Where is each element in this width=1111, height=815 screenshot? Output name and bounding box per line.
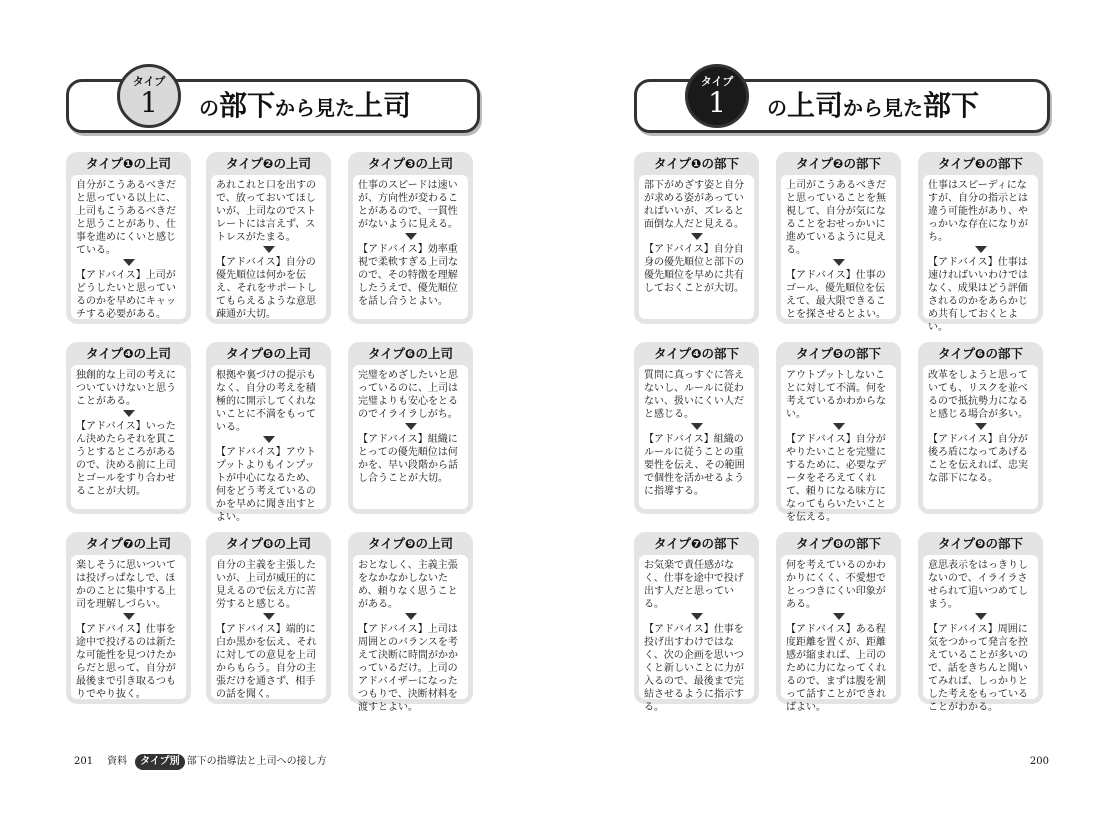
card-title: タイプ❽の部下: [796, 536, 881, 551]
card-text: 根拠や裏づけの提示もなく、自分の考えを積極的に開示してくれないことに不満をもっている。: [216, 370, 316, 433]
card-advice: 【アドバイス】組織のルールに従うことの重要性を伝え、その範囲で個性を活かせるように指導する。: [644, 434, 745, 497]
card-boss-type-7: [66, 532, 191, 704]
card-title: タイプ❺の部下: [796, 346, 881, 361]
card-text: 自分の主義を主張したいが、上司が威圧的に見えるので伝え方に苦労すると感じる。: [216, 560, 316, 610]
card-advice: 【アドバイス】自分が後ろ盾になってあげることを伝えれば、忠実な部下になる。: [928, 434, 1028, 484]
card-advice: 【アドバイス】仕事を途中で投げるのは新たな可能性を見つけたからだと思って、自分が最後まで引き取るつもりでやり抜く。: [76, 624, 176, 700]
right-page-title: [767, 88, 979, 126]
card-text: お気楽で責任感がなく、仕事を途中で投げ出す人だと思っている。: [644, 560, 744, 610]
title-part: の: [767, 96, 787, 120]
arrow-down-icon: [263, 613, 275, 620]
card-advice: 【アドバイス】いったん決めたらそれを貫こうとするところがあるので、決める前に上司とゴールをすり合わせることが大切。: [76, 421, 176, 497]
card-text: 上司がこうあるべきだと思っていることを無視して、自分が気になることをおせっかいに進めているように見える。: [786, 180, 886, 256]
card-text: 完璧をめざしたいと思っているのに、上司は完璧よりも安心をとるのでイライラしがち。: [358, 370, 458, 420]
card-body: [353, 365, 468, 509]
card-body: [923, 365, 1038, 509]
card-advice: 【アドバイス】自分の優先順位は何かを伝え、それをサポートしてもらえるような意思疎通が大切。: [216, 257, 317, 320]
section-tag: タイプ別: [135, 754, 185, 770]
card-advice: 【アドバイス】組織にとっての優先順位は何かを、早い段階から話し合うことが大切。: [358, 434, 458, 484]
badge-number: 1: [708, 86, 726, 119]
section-label: 資料: [107, 756, 128, 767]
title-part: 部下: [923, 89, 980, 122]
page-number: 201: [74, 756, 94, 767]
arrow-down-icon: [123, 259, 135, 266]
card-boss-type-3: [348, 152, 473, 324]
card-title: タイプ❶の部下: [654, 156, 739, 171]
running-head: 部下の指導法と上司への接し方: [186, 756, 327, 767]
card-text: 何を考えているのかわかりにくく、不愛想でとっつきにくい印象がある。: [786, 560, 886, 610]
arrow-down-icon: [405, 613, 417, 620]
arrow-down-icon: [833, 259, 845, 266]
card-advice: 【アドバイス】仕事のゴール、優先順位を伝えて、最大限できることを探させるとよい。: [786, 270, 886, 320]
arrow-down-icon: [691, 423, 703, 430]
badge-number: 1: [140, 86, 158, 119]
card-body: [71, 555, 186, 699]
card-subordinate-type-4: [634, 342, 759, 514]
card-text: 仕事のスピードは速いが、方向性が変わることがあるので、一貫性がないように見える。: [358, 180, 458, 230]
card-advice: 【アドバイス】端的に白か黒かを伝え、それに対しての意見を上司からもらう。自分の主張だけを通さず、相手の話を聞く。: [216, 624, 317, 700]
card-body: [781, 365, 896, 523]
title-part: 上司: [355, 89, 412, 122]
card-text: 部下がめざす姿と自分が求める姿があっていればいいが、ズレると面倒な人だと見える。: [644, 180, 744, 230]
page-number: 200: [1029, 756, 1049, 767]
card-advice: 【アドバイス】周囲に気をつかって発言を控えていることが多いので、話をきちんと聞いてみれば、しっかりとした考えをもっていることがわかる。: [928, 624, 1028, 713]
card-title: タイプ❻の上司: [368, 346, 453, 361]
left-type-badge: [117, 64, 181, 128]
title-part: から見た: [843, 96, 924, 120]
card-subordinate-type-3: [918, 152, 1043, 333]
badge-label: タイプ: [132, 75, 166, 88]
card-advice: 【アドバイス】上司がどうしたいと思っているのかを早めにキャッチする必要がある。: [76, 270, 176, 320]
card-title: タイプ❸の上司: [368, 156, 453, 171]
card-text: あれこれと口を出すので、放っておいてほしいが、上司なのでストレートには言えず、ストレスがたまる。: [216, 180, 316, 243]
card-boss-type-4: [66, 342, 191, 514]
card-advice: 【アドバイス】上司は周囲とのバランスを考えて決断に時間がかかっているだけ。上司のアドバイザーになったつもりで、決断材料を渡すとよい。: [358, 624, 458, 713]
left-footer: [74, 754, 327, 770]
card-text: アウトプットしないことに対して不満。何を考えているかわからない。: [786, 370, 886, 420]
card-body: [71, 365, 186, 509]
right-footer: [1030, 754, 1049, 770]
card-boss-type-2: [206, 152, 331, 324]
card-text: 楽しそうに思いついては投げっぱなしで、ほかのことに集中する上司を理解しづらい。: [76, 560, 176, 610]
arrow-down-icon: [975, 423, 987, 430]
card-text: 質問に真っすぐに答えないし、ルールに従わない、扱いにくい人だと感じる。: [644, 370, 744, 420]
card-body: [781, 555, 896, 713]
title-part: 上司: [787, 89, 844, 122]
badge-label: タイプ: [700, 75, 734, 88]
card-text: 意思表示をはっきりしないので、イライラさせられて追いつめてしまう。: [928, 560, 1028, 610]
card-body: [781, 175, 896, 319]
arrow-down-icon: [975, 613, 987, 620]
card-advice: 【アドバイス】仕事を投げ出すわけではなく、次の企画を思いつくと新しいことに力が入るので、最後まで完結させるように指示する。: [644, 624, 744, 713]
arrow-down-icon: [405, 233, 417, 240]
arrow-down-icon: [263, 436, 275, 443]
arrow-down-icon: [833, 423, 845, 430]
card-subordinate-type-2: [776, 152, 901, 324]
card-advice: 【アドバイス】効率重視で柔軟すぎる上司なので、その特徴を理解したうえで、優先順位を話し合うとよい。: [358, 244, 458, 307]
arrow-down-icon: [975, 246, 987, 253]
card-text: おとなしく、主義主張をなかなかしないため、頼りなく思うことがある。: [358, 560, 458, 610]
right-type-badge: [685, 64, 749, 128]
card-body: [211, 175, 326, 319]
card-advice: 【アドバイス】自分がやりたいことを完璧にするために、必要なデータをそろえてくれて、頼りになる味方になってもらいたいことを伝える。: [786, 434, 886, 523]
right-title-box: [634, 75, 1050, 133]
card-subordinate-type-8: [776, 532, 901, 713]
card-title: タイプ❷の部下: [796, 156, 881, 171]
card-advice: 【アドバイス】アウトプットよりもインプットが中心になるため、何をどう考えているのかを早めに聞き出すとよい。: [216, 447, 316, 523]
title-part: の: [199, 96, 219, 120]
card-subordinate-type-5: [776, 342, 901, 523]
title-part: から見た: [275, 96, 356, 120]
card-title: タイプ❾の上司: [368, 536, 453, 551]
card-title: タイプ❷の上司: [226, 156, 311, 171]
card-subordinate-type-7: [634, 532, 759, 713]
card-text: 改革をしようと思っていても、リスクを並べるので抵抗勢力になると感じる場合が多い。: [928, 370, 1028, 420]
card-body: [923, 555, 1038, 713]
left-title-box: [66, 75, 480, 133]
left-page: [0, 0, 555, 815]
card-body: [639, 365, 754, 509]
card-body: [639, 175, 754, 319]
card-text: 仕事はスピーディになすが、自分の指示とは違う可能性があり、やっかいな存在になりがち。: [928, 180, 1028, 243]
arrow-down-icon: [691, 613, 703, 620]
card-boss-type-6: [348, 342, 473, 514]
card-title: タイプ❼の部下: [654, 536, 739, 551]
card-boss-type-1: [66, 152, 191, 324]
card-title: タイプ❻の部下: [938, 346, 1023, 361]
card-text: 独創的な上司の考えについていけないと思うことがある。: [76, 370, 176, 407]
arrow-down-icon: [405, 423, 417, 430]
card-title: タイプ❾の部下: [938, 536, 1023, 551]
right-page: [556, 0, 1111, 815]
card-subordinate-type-6: [918, 342, 1043, 514]
arrow-down-icon: [833, 613, 845, 620]
card-subordinate-type-1: [634, 152, 759, 324]
card-body: [923, 175, 1038, 333]
left-page-title: [199, 88, 411, 126]
card-body: [71, 175, 186, 319]
card-title: タイプ❺の上司: [226, 346, 311, 361]
arrow-down-icon: [691, 233, 703, 240]
card-body: [211, 555, 326, 699]
card-title: タイプ❶の上司: [86, 156, 171, 171]
arrow-down-icon: [263, 246, 275, 253]
card-body: [353, 555, 468, 713]
card-subordinate-type-9: [918, 532, 1043, 713]
arrow-down-icon: [123, 613, 135, 620]
card-text: 自分がこうあるべきだと思っている以上に、上司もこうあるべきだと思うことがあり、仕事を進めにくいと感じている。: [76, 180, 176, 256]
card-body: [639, 555, 754, 713]
card-boss-type-9: [348, 532, 473, 713]
title-part: 部下: [219, 89, 276, 122]
card-title: タイプ❼の上司: [86, 536, 171, 551]
card-body: [353, 175, 468, 319]
card-body: [211, 365, 326, 523]
card-title: タイプ❸の部下: [938, 156, 1023, 171]
card-boss-type-8: [206, 532, 331, 704]
card-title: タイプ❽の上司: [226, 536, 311, 551]
card-advice: 【アドバイス】ある程度距離を置くが、距離感が縮まれば、上司のために力になってくれるので、まずは腹を割って話すことができればよい。: [786, 624, 886, 713]
card-boss-type-5: [206, 342, 331, 523]
card-advice: 【アドバイス】自分自身の優先順位と部下の優先順位を早めに共有しておくことが大切。: [644, 244, 744, 294]
card-title: タイプ❹の上司: [86, 346, 171, 361]
card-title: タイプ❹の部下: [654, 346, 739, 361]
card-advice: 【アドバイス】仕事は速ければいいわけではなく、成果はどう評価されるのかをあらかじめ共有しておくとよい。: [928, 257, 1028, 333]
arrow-down-icon: [123, 410, 135, 417]
